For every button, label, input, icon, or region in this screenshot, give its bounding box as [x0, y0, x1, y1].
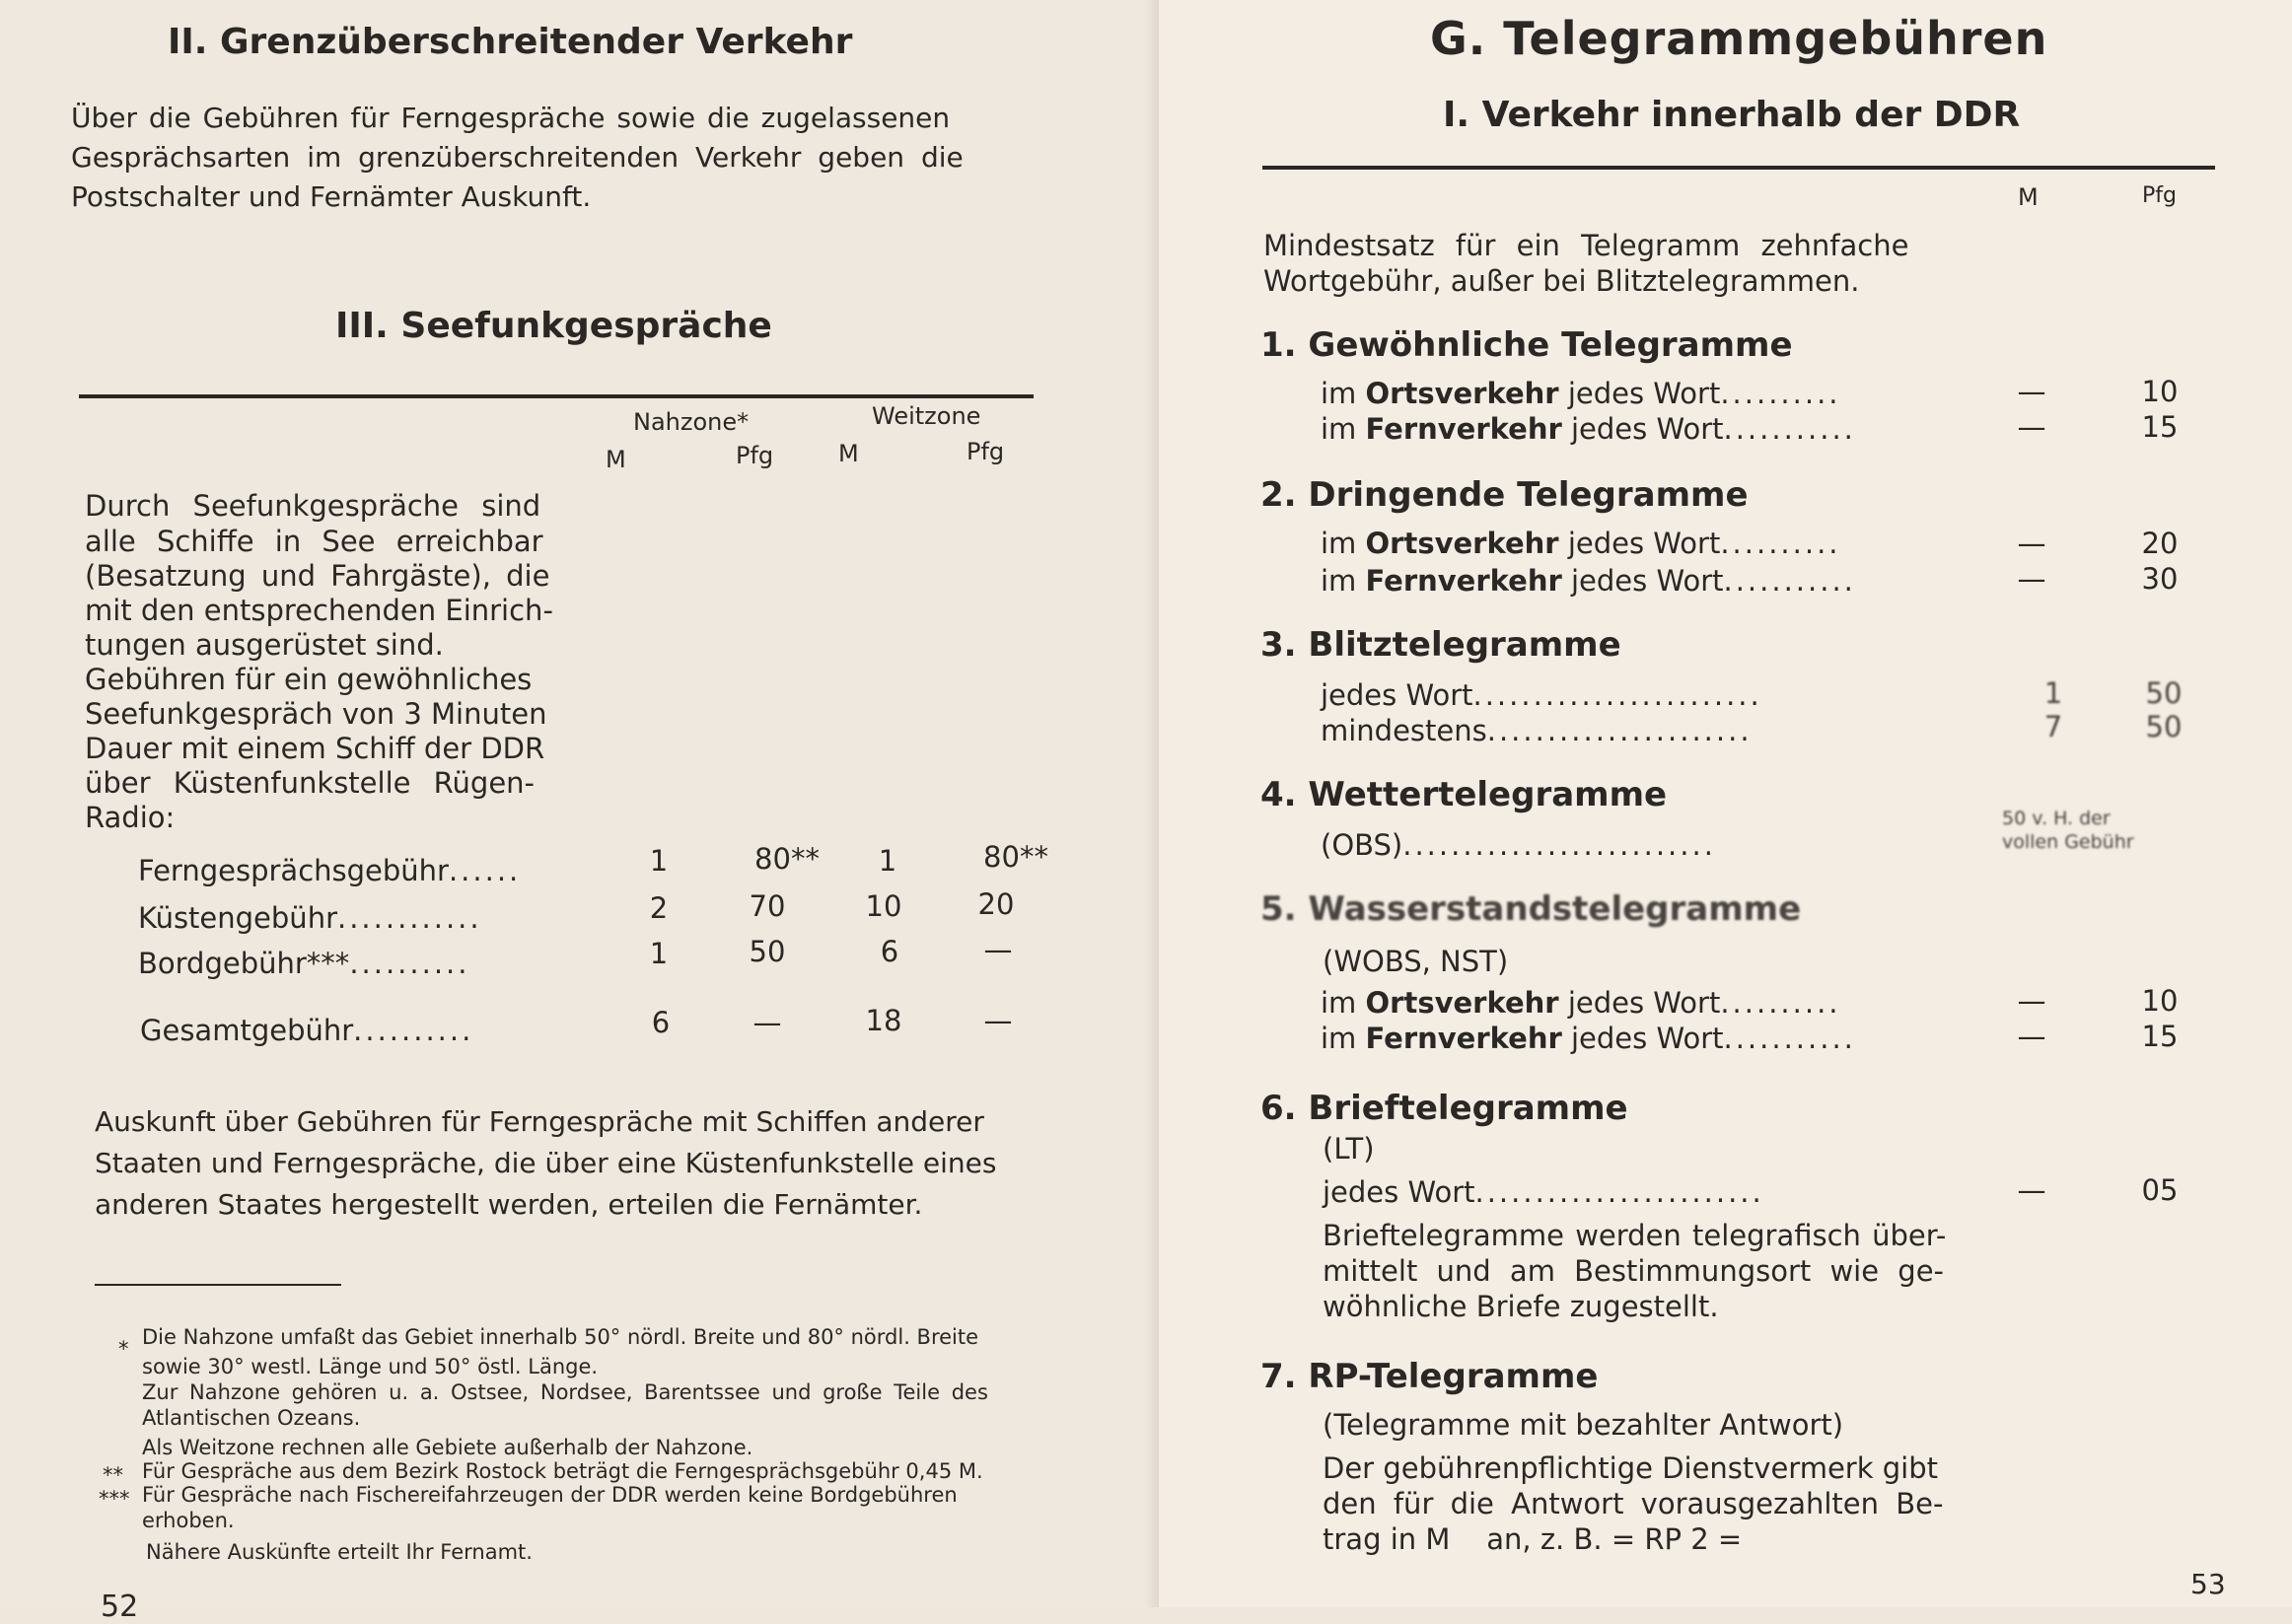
section-4-note-line-2: vollen Gebühr — [2002, 831, 2134, 853]
cell-m: — — [2017, 375, 2046, 408]
row-post: jedes Wort — [1561, 564, 1724, 598]
cell-nah-m: 2 — [649, 891, 669, 925]
cell-nah-pfg: — — [752, 1006, 782, 1039]
cell-pfg: 15 — [2141, 410, 2179, 444]
cell-m: 7 — [2043, 710, 2063, 743]
footnote-3-line-1: Für Gespräche nach Fischereifahrzeugen der DDR werden keine Bordgebühren — [142, 1483, 958, 1507]
row-label: Gesamtgebühr — [140, 1014, 354, 1047]
row-label: Bordgebühr*** — [138, 947, 350, 980]
right-page — [1159, 0, 2292, 1607]
intro-line-8: Dauer mit einem Schiff der DDR — [85, 732, 545, 765]
row-text: im Fernverkehr jedes Wort........... — [1321, 564, 1856, 598]
row-pre: im — [1321, 377, 1366, 410]
page-number-right: 53 — [2190, 1568, 2226, 1600]
row-text: mindestens...................... — [1321, 714, 1753, 747]
section-6-title: 6. Brieftelegramme — [1260, 1089, 1628, 1128]
row-label-wrap: Ferngesprächsgebühr...... — [138, 854, 522, 887]
row-post: jedes Wort — [1561, 1022, 1724, 1055]
footnote-1-line-1: Die Nahzone umfaßt das Gebiet innerhalb 50° nördl. Breite und 80° nördl. Breite — [142, 1325, 979, 1349]
row-label: (OBS) — [1321, 828, 1403, 862]
row-label: jedes Wort — [1321, 678, 1473, 712]
row-label-wrap: Bordgebühr***.......... — [138, 947, 470, 980]
footnote-marker-3: *** — [99, 1487, 130, 1511]
footnote-3-line-3: Nähere Auskünfte erteilt Ihr Fernamt. — [146, 1540, 533, 1564]
col-header-pfg: Pfg — [2142, 183, 2177, 208]
row-pre: im — [1321, 564, 1366, 598]
cell-nah-pfg: 50 — [749, 935, 786, 968]
cell-pfg: 15 — [2141, 1020, 2179, 1053]
col-header-weit-m: M — [838, 440, 859, 467]
outro-line-1: Auskunft über Gebühren für Ferngespräche mit Schiffen anderer — [95, 1105, 984, 1138]
mindest-line-2: Wortgebühr, außer bei Blitztelegrammen. — [1263, 264, 1860, 298]
row-label: Küstengebühr — [138, 901, 337, 935]
cell-pfg: 05 — [2141, 1173, 2179, 1207]
row-text: im Ortsverkehr jedes Wort.......... — [1321, 986, 1841, 1020]
row-post: jedes Wort — [1558, 986, 1721, 1020]
row-post: jedes Wort — [1561, 412, 1724, 446]
row-pre: im — [1321, 527, 1366, 560]
row-label-wrap: Küstengebühr............ — [138, 901, 482, 935]
cell-weit-pfg: 80** — [983, 840, 1048, 874]
cell-pfg: 30 — [2141, 562, 2179, 596]
row-pre: im — [1321, 412, 1366, 446]
cell-nah-m: 1 — [649, 937, 669, 970]
cell-pfg: 20 — [2141, 527, 2179, 560]
section-2-title: 2. Dringende Telegramme — [1260, 475, 1749, 515]
cell-pfg: 10 — [2141, 375, 2179, 408]
section-title-grenz: II. Grenzüberschreitender Verkehr — [168, 22, 853, 62]
section-3-title: 3. Blitztelegramme — [1260, 625, 1621, 665]
cell-weit-m: 18 — [865, 1004, 902, 1037]
grenz-paragraph-line-2: Gesprächsarten im grenzüberschreitenden Verkehr geben die — [71, 141, 964, 174]
page-title: G. Telegrammgebühren — [1430, 12, 2048, 65]
cell-m: — — [2017, 1020, 2046, 1053]
row-bold: Fernverkehr — [1365, 564, 1562, 598]
cell-weit-pfg: 20 — [977, 887, 1015, 921]
section-6-text-line-3: wöhnliche Briefe zugestellt. — [1323, 1290, 1719, 1323]
cell-pfg: 50 — [2145, 676, 2183, 710]
col-header-nah-pfg: Pfg — [736, 442, 774, 469]
cell-weit-m: 10 — [865, 889, 902, 923]
footnote-1-line-4: Atlantischen Ozeans. — [142, 1406, 361, 1430]
footnote-marker-1: * — [118, 1337, 129, 1361]
section-5-title: 5. Wasserstandstelegramme — [1260, 889, 1802, 929]
outro-line-2: Staaten und Ferngespräche, die über eine Küstenfunkstelle eines — [95, 1147, 997, 1179]
row-bold: Ortsverkehr — [1365, 986, 1559, 1020]
cell-nah-m: 6 — [651, 1006, 671, 1039]
row-text: im Ortsverkehr jedes Wort.......... — [1321, 377, 1841, 410]
row-bold: Fernverkehr — [1365, 412, 1562, 446]
footnote-1-line-5: Als Weitzone rechnen alle Gebiete außerhalb der Nahzone. — [142, 1436, 753, 1459]
section-6-text-line-1: Brieftelegramme werden telegrafisch über- — [1323, 1219, 1947, 1252]
page-number-left: 52 — [101, 1589, 139, 1624]
section-title-seefunk: III. Seefunkgespräche — [335, 306, 772, 346]
row-label: Ferngesprächsgebühr — [138, 854, 449, 887]
section-7-text-line-1: (Telegramme mit bezahlter Antwort) — [1323, 1408, 1844, 1442]
section-7-text-line-4: trag in M an, z. B. = RP 2 = — [1323, 1522, 1743, 1556]
cell-nah-pfg: 80** — [754, 842, 820, 876]
cell-weit-m: 6 — [880, 935, 899, 968]
intro-line-9: über Küstenfunkstelle Rügen- — [85, 766, 536, 800]
mindest-line-1: Mindestsatz für ein Telegramm zehnfache — [1263, 229, 1909, 262]
intro-line-1: Durch Seefunkgespräche sind — [85, 489, 541, 523]
row-post: jedes Wort — [1558, 527, 1721, 560]
cell-pfg: 50 — [2145, 710, 2183, 743]
cell-weit-m: 1 — [878, 844, 897, 878]
col-header-m: M — [2018, 183, 2039, 211]
intro-line-7: Seefunkgespräch von 3 Minuten — [85, 697, 547, 731]
cell-m: — — [2017, 562, 2046, 596]
row-post: jedes Wort — [1558, 377, 1721, 410]
section-6-sub: (LT) — [1323, 1132, 1375, 1165]
row-bold: Ortsverkehr — [1365, 527, 1559, 560]
table-top-rule — [79, 394, 1034, 398]
intro-line-10: Radio: — [85, 801, 176, 834]
section-7-text-line-3: den für die Antwort vorausgezahlten Be- — [1323, 1487, 1944, 1520]
footnote-rule — [95, 1284, 341, 1286]
footnote-1-line-2: sowie 30° westl. Länge und 50° östl. Länge. — [142, 1355, 599, 1378]
header-rule — [1262, 166, 2215, 170]
cell-pfg: 10 — [2141, 984, 2179, 1018]
row-text: im Fernverkehr jedes Wort........... — [1321, 412, 1856, 446]
cell-m: 1 — [2043, 676, 2063, 710]
row-pre: im — [1321, 1022, 1366, 1055]
outro-line-3: anderen Staates hergestellt werden, erteilen die Fernämter. — [95, 1188, 923, 1221]
row-label-wrap: Gesamtgebühr.......... — [140, 1014, 474, 1047]
cell-m: — — [2017, 1173, 2046, 1207]
col-header-weitzone: Weitzone — [872, 402, 981, 430]
intro-line-3: (Besatzung und Fahrgäste), die — [85, 559, 550, 593]
cell-nah-pfg: 70 — [749, 889, 786, 923]
footnote-marker-2: ** — [103, 1463, 123, 1487]
section-4-title: 4. Wettertelegramme — [1260, 775, 1668, 814]
intro-line-5: tungen ausgerüstet sind. — [85, 628, 444, 662]
section-5-sub: (WOBS, NST) — [1323, 945, 1509, 978]
row-text: im Fernverkehr jedes Wort........... — [1321, 1022, 1856, 1055]
grenz-paragraph-line-3: Postschalter und Fernämter Auskunft. — [71, 180, 592, 213]
intro-line-2: alle Schiffe in See erreichbar — [85, 525, 543, 558]
row-pre: im — [1321, 986, 1366, 1020]
section-1-title: 1. Gewöhnliche Telegramme — [1260, 325, 1793, 365]
row-text: jedes Wort........................ — [1321, 678, 1762, 712]
section-6-text-line-2: mittelt und am Bestimmungsort wie ge- — [1323, 1254, 1945, 1288]
col-header-weit-pfg: Pfg — [967, 438, 1005, 465]
col-header-nahzone: Nahzone* — [633, 408, 750, 436]
row-bold: Fernverkehr — [1365, 1022, 1562, 1055]
footnote-3-line-2: erhoben. — [142, 1509, 235, 1532]
footnote-2: Für Gespräche aus dem Bezirk Rostock beträgt die Ferngesprächsgebühr 0,45 M. — [142, 1459, 983, 1483]
row-bold: Ortsverkehr — [1365, 377, 1559, 410]
intro-line-4: mit den entsprechenden Einrich- — [85, 594, 553, 627]
cell-nah-m: 1 — [649, 844, 669, 878]
cell-weit-pfg: — — [983, 933, 1013, 966]
intro-line-6: Gebühren für ein gewöhnliches — [85, 663, 533, 696]
row-text: im Ortsverkehr jedes Wort.......... — [1321, 527, 1841, 560]
cell-weit-pfg: — — [983, 1004, 1013, 1037]
row-label: mindestens — [1321, 714, 1487, 747]
footnote-1-line-3: Zur Nahzone gehören u. a. Ostsee, Nordsee, Barentssee und große Teile des — [142, 1380, 988, 1404]
section-4-note-line-1: 50 v. H. der — [2002, 808, 2111, 829]
grenz-paragraph-line-1: Über die Gebühren für Ferngespräche sowie die zugelassenen — [71, 102, 951, 134]
cell-m: — — [2017, 984, 2046, 1018]
section-4-label: (OBS).......................... — [1321, 828, 1716, 862]
section-7-title: 7. RP-Telegramme — [1260, 1357, 1599, 1396]
page-subtitle: I. Verkehr innerhalb der DDR — [1443, 95, 2021, 135]
row-text: jedes Wort........................ — [1323, 1175, 1764, 1209]
cell-m: — — [2017, 527, 2046, 560]
section-7-text-line-2: Der gebührenpflichtige Dienstvermerk gibt — [1323, 1451, 1938, 1485]
row-label: jedes Wort — [1323, 1175, 1475, 1209]
cell-m: — — [2017, 410, 2046, 444]
col-header-nah-m: M — [606, 446, 626, 473]
